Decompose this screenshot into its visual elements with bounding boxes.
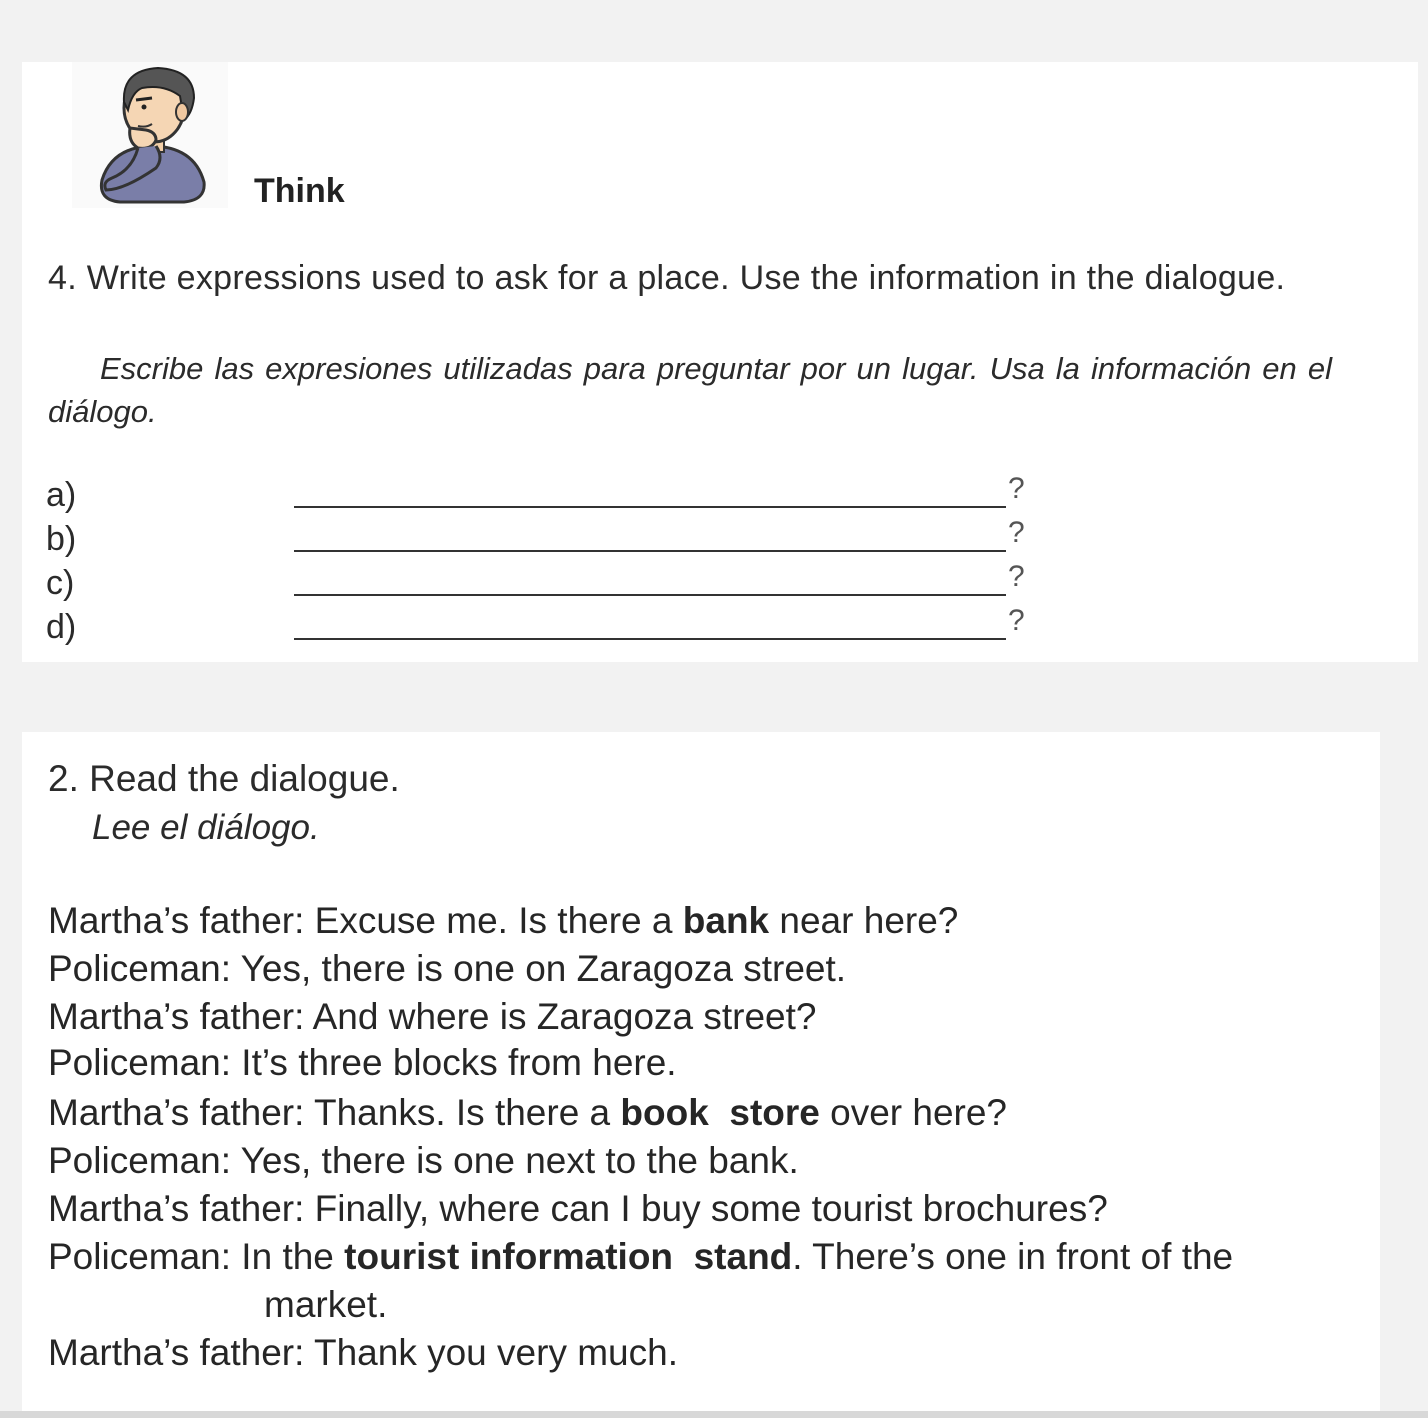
exercise-4-panel [22,62,1418,662]
dialogue-line: Martha’s father: And where is Zaragoza street? [48,996,817,1037]
answer-letter: d) [46,608,77,646]
dialogue-line: Policeman: It’s three blocks from here. [48,1042,677,1083]
dialogue-line: Martha’s father: Finally, where can I buy some tourist brochures? [48,1188,1108,1229]
dialogue-line: market. [264,1284,388,1325]
question-mark: ? [1008,516,1025,549]
question-mark: ? [1008,472,1025,505]
dialogue-line: Policeman: Yes, there is one next to the bank. [48,1140,799,1181]
question-mark: ? [1008,560,1025,593]
answer-row-c [46,560,1046,608]
thinking-man-icon [72,62,228,208]
exercise-2-title: 2. Read the dialogue. [48,758,400,799]
answer-letter: c) [46,564,75,602]
answer-row-b [46,516,1046,564]
think-title: Think [254,172,345,210]
exercise-2-panel [22,732,1380,1418]
dialogue-line: Martha’s father: Thanks. Is there a book store over here? [48,1092,1008,1133]
answer-row-d [46,604,1046,652]
dialogue-line: Martha’s father: Thank you very much. [48,1332,678,1373]
divider [0,1411,1428,1418]
dialogue-line: Policeman: Yes, there is one on Zaragoza street. [48,948,847,989]
question-mark: ? [1008,604,1025,637]
dialogue-line: Martha’s father: Excuse me. Is there a bank near here? [48,900,959,941]
answer-blank-d[interactable] [294,638,1006,640]
answer-letter: b) [46,520,77,558]
answer-blank-c[interactable] [294,594,1006,596]
exercise-2-subtitle: Lee el diálogo. [92,808,320,847]
answer-row-a [46,472,1046,520]
answer-blank-b[interactable] [294,550,1006,552]
answer-letter: a) [46,476,77,514]
dialogue-line: Policeman: In the tourist information stand. There’s one in front of the [48,1236,1234,1277]
exercise-4-instruction-spanish: Escribe las expresiones utilizadas para preguntar por un lugar. Usa la información en el diálogo. [48,351,1332,429]
answer-blank-a[interactable] [294,506,1006,508]
exercise-4-instruction-english: 4. Write expressions used to ask for a place. Use the information in the dialogue. [48,259,1286,297]
